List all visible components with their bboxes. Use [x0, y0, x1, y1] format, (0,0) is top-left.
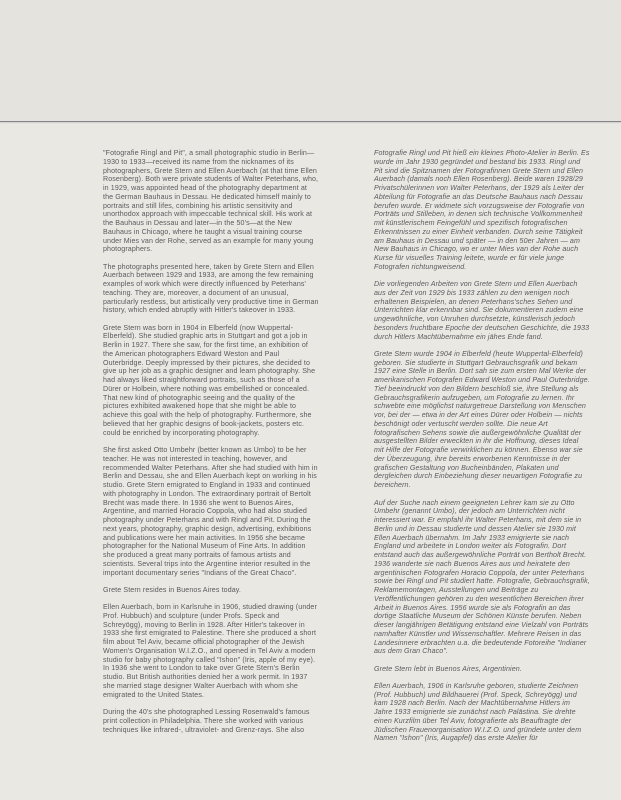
paragraph-english-umbo-career: She first asked Otto Umbehr (better known as Umbo) to be her teacher. He was not interested in teaching, however, and recommended Walter Peterhans. After she had studied with him in Berlin and Dessau, she and Ellen Auerbach kept on working in his studio. Grete Stern emigrated to England in 1933 and continued with photography in London. The extraordinary portrait of Bertolt Brecht was made there. In 1936 she went to Buenos Aires, Argentine, and married Horacio Coppola, who had also studied photography under Peterhans and with Ringl and Pit. During the next years, photography, graphic design, advertising, exhibitions and publications were her main activities. In 1956 she became photographer for the National Museum of Fine Arts. In addition she produced a great many portraits of famous artists and scientists. Several trips into the Argentine interior resulted in the important documentary series "Indians of the Great Chaco". — [103, 446, 318, 577]
english-text-column — [103, 149, 319, 743]
horizontal-divider-rule — [0, 121, 621, 122]
paragraph-german-arbeiten: Die vorliegenden Arbeiten von Grete Stern und Ellen Auerbach aus der Zeit von 1929 bis 1933 zählen zu den wenigen noch erhaltenen Beispielen, an denen Peterhans'sches Sehen und Unterrichten klar erkennbar sind. Sie dokumentieren zudem eine ungewöhnliche, von Unruhen durchsetzte, künstlerisch jedoch besonders fruchtbare Epoche der deutschen Geschichte, die 1933 durch Hitlers Machtübernahme ein jähes Ende fand. — [374, 280, 590, 341]
paragraph-english-forties: During the 40's she photographed Lessing Rosenwald's famous print collection in Philadelphia. There she worked with various techniques like infrared-, ultraviolet- and Grenz-rays. She also — [103, 708, 310, 734]
paragraph-english-stern-resides: Grete Stern resides in Buenos Aires today. — [103, 585, 242, 594]
page-top-margin — [0, 0, 621, 121]
paragraph-english-photographs: The photographs presented here, taken by Grete Stern and Ellen Auerbach between 1929 and 1933, are among the few remaining examples of work which were directly influenced by Peterhans' teaching. They are, moreover, a document of an unusual, particularly restless, but artistically very productive time in German history, which ended abruptly with Hitler's takeover in 1933. — [103, 262, 319, 315]
paragraph-english-grete-stern: Grete Stern was born in 1904 in Elberfeld (now Wuppertal-Elberfeld). She studied graphic arts in Stuttgart and got a job in Berlin in 1927. There she saw, for the first time, an exhibition of the American photographers Edward Weston and Paul Outerbridge. Deeply impressed by their pictures, she decided to give up her job as a graphic designer and learn photography. She had always liked straightforward portraits, such as those of a Dürer or Holbein, where nothing was embellished or concealed. That new kind of photographic seeing and the quality of the pictures exhibited awakened hope that she might be able to achieve this goal with the help of photography. Furthermore, she believed that her graphic designs of book-jackets, posters etc. could be enriched by incorporating photography. — [103, 323, 316, 437]
paragraph-german-ellen-auerbach: Ellen Auerbach, 1906 in Karlsruhe geboren, studierte Zeichnen (Prof. Hubbuch) und Bildhauerei (Prof. Speck, Schreyögg) und kam 1928 nach Berlin. Nach der Machtübernahme Hitlers im Jahre 1933 emigrierte sie zunächst nach Palästina. Sie drehte einen Kurzfilm über Tel Aviv, fotografierte als Beauftragte der Jüdischen Frauenorganisation W.I.Z.O. und gründete unter dem Namen "Ishon" (Iris, Augapfel) das erste Atelier für — [374, 681, 582, 743]
paragraph-german-intro: Fotografie Ringl und Pit hieß ein kleines Photo-Atelier in Berlin. Es wurde im Jahr 1930 gegründet und bestand bis 1933. Ringl und Pit sind die Spitznamen der Fotografinnen Grete Stern und Ellen Auerbach (damals noch Ellen Rosenberg). Beide waren 1928/29 Privatschülerinnen von Walter Peterhans, der 1929 als Leiter der Abteilung für Fotografie an das Deutsche Bauhaus nach Dessau berufen wurde. Er widmete sich vorzugsweise der Fotografie von Porträts und Stilleben, in denen sich technische Vollkommenheit mit künstlerischem Feingefühl und spezifisch fotografischen Erkenntnissen zu einer Einheit verbanden. Durch seine Tätigkeit am Bauhaus in Dessau und später — in den 50er Jahren — am New Bauhaus in Chicago, wo er unter Mies van der Rohe auch Kurse für visuelles Training leitete, wurde er für viele junge Fotografen richtungweisend. — [374, 149, 590, 271]
paragraph-english-intro: "Fotografie Ringl and Pit", a small photographic studio in Berlin—1930 to 1933—received its name from the nicknames of its photographers, Grete Stern and Ellen Auerbach (at that time Ellen Rosenberg). Both were private students of Walter Peterhans, who, in 1929, was appointed head of the photography department at the German Bauhaus in Dessau. He dedicated himself mainly to portraits and still lifes, combining his artistic sensitivity and unorthodox approach with impeccable technical skill. His work at the Bauhaus in Dessau and later—in the 50's—at the New Bauhaus in Chicago, where he taught a visual training course under Mies van der Rohe, served as an example for many young photographers. — [103, 149, 319, 254]
paragraph-english-ellen-auerbach: Ellen Auerbach, born in Karlsruhe in 1906, studied drawing (under Prof. Hubbuch) and sculpture (under Profs. Speck and Schreyögg), moving to Berlin in 1928. After Hitler's takeover in 1933 she first emigrated to Palestine. There she produced a short film about Tel Aviv, became official photographer of the Jewish Women's Organisation W.I.Z.O., and opened in Tel Aviv a modern studio for baby photography called "Ishon" (Iris, apple of my eye). In 1936 she went to London to take over Grete Stern's Berlin studio. But British authorities denied her a work permit. In 1937 she married stage designer Walter Auerbach with whom she emigrated to the United States. — [103, 603, 317, 699]
german-text-column — [374, 149, 590, 752]
paragraph-german-grete-stern: Grete Stern wurde 1904 in Elberfeld (heute Wuppertal-Elberfeld) geboren. Sie studierte in Stuttgart Gebrauchsgrafik und bekam 1927 eine Stelle in Berlin. Dort sah sie zum ersten Mal Werke der amerikanischen Fotografen Edward Weston und Paul Outerbridge. Tief beeindruckt von den Bildern beschloß sie, ihre Stellung als Gebrauchsgrafikerin aufzugeben, um Fotografie zu lernen. Ihr schwebte eine möglichst naturgetreue Darstellung von Menschen vor, bei der — etwa in der Art eines Dürer oder Holbein — nichts beschönigt oder vertuscht werden sollte. Die neue Art fotografischen Sehens sowie die außergewöhnliche Qualität der ausgestellten Bilder erweckten in ihr die Hoffnung, dieses Ideal mit Hilfe der Fotografie verwirklichen zu können. Ebenso war sie der Überzeugung, ihre bereits erworbenen Kenntnisse in der grafischen Gestaltung von Bucheinbänden, Plakaten und dergleichen durch Einbeziehung dieser neuartigen Fotografie zu bereichern. — [374, 349, 590, 490]
paragraph-german-stern-lebt: Grete Stern lebt in Buenos Aires, Argentinien. — [374, 664, 522, 673]
paragraph-german-umbo-career: Auf der Suche nach einem geeigneten Lehrer kam sie zu Otto Umbehr (genannt Umbo), der jedoch am Unterrichten nicht interessiert war. Er empfahl ihr Walter Peterhans, mit dem sie in Berlin und in Dessau studierte und dessen Atelier sie 1930 mit Ellen Auerbach übernahm. Im Jahr 1933 emigrierte sie nach England und arbeitete in London weiter als Fotografin. Dort entstand auch das außergewöhnliche Porträt von Bertholt Brecht. 1936 wanderte sie nach Buenos Aires aus und heiratete den argentinischen Fotografen Horacio Coppola, der unter Peterhans sowie bei Ringl und Pit studiert hatte. Fotografie, Gebrauchsgrafik, Reklamemontagen, Ausstellungen und Beiträge zu Veröffentlichungen gehören zu den wesentlichen Bereichen ihrer Arbeit in Buenos Aires. 1956 wurde sie als Fotografin an das dortige Staatliche Museum der Schönen Künste berufen. Neben dieser langjährigen Betätigung entstand eine Vielzahl von Porträts namhafter Künstler und Wissenschaftler. Mehrere Reisen in das Landesinnere erbrachten u.a. die bedeutende Fotoreihe "Indianer aus dem Gran Chaco". — [374, 498, 590, 656]
